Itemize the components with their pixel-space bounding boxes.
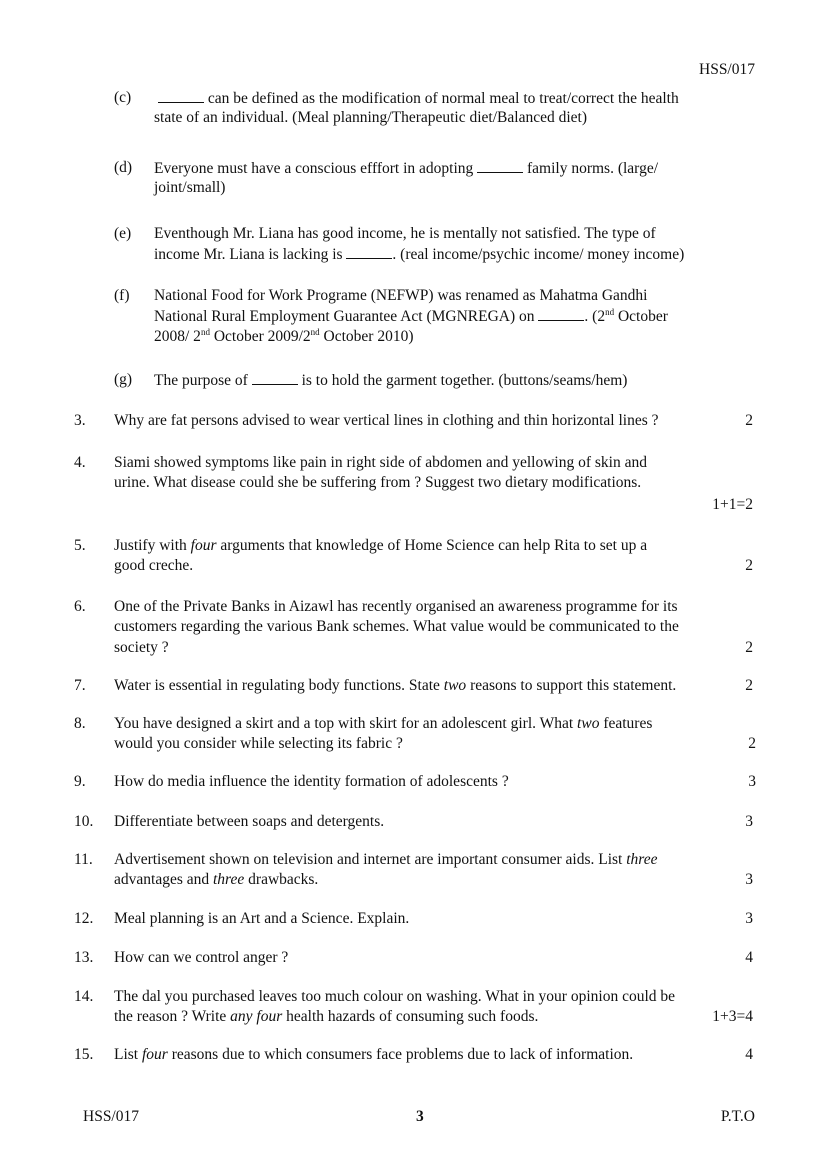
question-number: 10. [74, 813, 94, 830]
question-number: 8. [74, 715, 86, 732]
question-text-line [114, 850, 658, 870]
question-text-line [114, 597, 678, 617]
text-run: Differentiate between soaps and detergents. [114, 813, 385, 830]
sub-question-text-line [154, 327, 414, 347]
question-text-line [114, 948, 288, 968]
emphasis-word: two [443, 677, 467, 694]
emphasis-word: two [577, 715, 600, 732]
question-number: 6. [74, 598, 86, 615]
header-code: HSS/017 [699, 61, 755, 78]
text-run: National Rural Employment Guarantee Act (MGNREGA) on [154, 308, 539, 326]
text-run: joint/small) [154, 179, 226, 197]
emphasis-word: three [626, 851, 658, 868]
text-run: October 2009/2 [209, 327, 311, 345]
text-run: October [614, 308, 668, 326]
question-marks: 1+3=4 [712, 1008, 753, 1026]
text-run: customers regarding the various Bank schemes. What value would be communicated to the [114, 618, 679, 636]
text-run: How do media influence the identity formation of adolescents ? [114, 773, 509, 790]
ordinal-superscript: nd [310, 326, 320, 337]
sub-question-text-line [158, 88, 679, 109]
question-marks: 2 [745, 412, 753, 429]
sub-question-text-line [154, 108, 587, 128]
question-text-line [114, 1007, 538, 1027]
sub-question-label: (d) [114, 159, 133, 176]
text-run: is to hold the garment together. (buttons/seams/hem) [297, 372, 628, 389]
question-marks: 3 [748, 773, 756, 790]
text-run: drawbacks. [244, 871, 319, 889]
fill-in-blank [158, 88, 204, 103]
question-text-line [114, 812, 384, 832]
question-marks: 4 [745, 1046, 753, 1063]
question-text-line [114, 734, 403, 754]
text-run: Eventhough Mr. Liana has good income, he is mentally not satisfied. The type of [154, 225, 656, 242]
text-run: The purpose of [154, 372, 252, 389]
question-text-line [114, 909, 409, 929]
fill-in-blank [252, 370, 298, 385]
fill-in-blank [538, 306, 584, 321]
ordinal-superscript: nd [200, 326, 210, 337]
question-number: 5. [74, 537, 86, 554]
question-number: 15. [74, 1046, 94, 1063]
text-run: income Mr. Liana is lacking is [154, 246, 347, 264]
sub-question-text-line [154, 224, 656, 244]
question-marks: 4 [745, 949, 753, 966]
question-text-line [114, 772, 509, 792]
text-run: reasons to support this statement. [466, 677, 677, 694]
fill-in-blank [477, 158, 523, 173]
question-text-line [114, 870, 318, 890]
text-run: state of an individual. (Meal planning/Therapeutic diet/Balanced diet) [154, 109, 587, 127]
text-run: Meal planning is an Art and a Science. Explain. [114, 910, 410, 927]
question-number: 4. [74, 454, 86, 471]
sub-question-label: (e) [114, 225, 132, 242]
question-number: 14. [74, 988, 94, 1005]
text-run: . (2 [584, 308, 606, 326]
footer-pto: P.T.O [720, 1108, 755, 1125]
emphasis-word: three [213, 871, 245, 889]
question-number: 12. [74, 910, 94, 927]
text-run: You have designed a skirt and a top with skirt for an adolescent girl. What [114, 715, 578, 732]
text-run: Why are fat persons advised to wear vertical lines in clothing and thin horizontal lines ? [114, 412, 659, 429]
text-run: family norms. (large/ [523, 160, 659, 177]
sub-question-text-line [154, 286, 648, 306]
question-marks: 2 [745, 557, 753, 575]
sub-question-label: (g) [114, 371, 133, 388]
text-run: Everyone must have a conscious efffort in adopting [154, 160, 478, 177]
question-marks: 2 [745, 677, 753, 694]
emphasis-word: four [190, 537, 217, 554]
text-run: National Food for Work Programe (NEFWP) was renamed as Mahatma Gandhi [154, 287, 648, 304]
text-run: . (real income/psychic income/ money income) [392, 246, 685, 264]
text-run: Siami showed symptoms like pain in right side of abdomen and yellowing of skin and [114, 454, 647, 471]
question-text-line [114, 453, 647, 473]
sub-question-label: (c) [114, 89, 132, 106]
question-text-line [114, 638, 169, 658]
fill-in-blank [346, 244, 392, 259]
question-number: 3. [74, 412, 86, 429]
emphasis-word: four [142, 1046, 168, 1063]
sub-question-text-line [154, 370, 627, 391]
question-number: 9. [74, 773, 86, 790]
question-marks: 1+1=2 [712, 495, 753, 513]
question-text-line [114, 556, 193, 576]
text-run: health hazards of consuming such foods. [282, 1008, 539, 1026]
text-run: List [114, 1046, 142, 1063]
emphasis-word: any four [230, 1008, 283, 1026]
question-text-line [114, 676, 676, 696]
question-text-line [114, 1045, 633, 1065]
text-run: The dal you purchased leaves too much colour on washing. What in your opinion could be [114, 988, 676, 1005]
ordinal-superscript: nd [605, 307, 615, 318]
text-run: good creche. [114, 557, 194, 575]
text-run: arguments that knowledge of Home Science can help Rita to set up a [216, 537, 648, 554]
sub-question-label: (f) [114, 287, 130, 304]
question-text-line [114, 617, 679, 637]
question-text-line [114, 411, 658, 431]
sub-question-text-line [154, 158, 658, 179]
question-text-line [114, 473, 641, 493]
question-marks: 2 [745, 638, 753, 656]
sub-question-text-line [154, 244, 684, 265]
text-run: society ? [114, 638, 169, 656]
text-run: Justify with [114, 537, 191, 554]
question-marks: 3 [745, 910, 753, 927]
question-marks: 2 [748, 735, 756, 753]
text-run: Advertisement shown on television and internet are important consumer aids. List [114, 851, 627, 868]
question-number: 11. [74, 851, 93, 868]
text-run: urine. What disease could she be suffering from ? Suggest two dietary modifications. [114, 474, 642, 492]
text-run: features [599, 715, 653, 732]
text-run: How can we control anger ? [114, 949, 289, 966]
question-text-line [114, 536, 647, 556]
question-text-line [114, 714, 652, 734]
question-number: 13. [74, 949, 94, 966]
text-run: can be defined as the modification of normal meal to treat/correct the health [204, 90, 679, 107]
text-run: 2008/ 2 [154, 327, 201, 345]
text-run: would you consider while selecting its fabric ? [114, 735, 403, 753]
question-text-line [114, 987, 675, 1007]
text-run: October 2010) [319, 327, 414, 345]
question-marks: 3 [745, 871, 753, 889]
footer-left-code: HSS/017 [83, 1108, 139, 1125]
question-number: 7. [74, 677, 86, 694]
text-run: the reason ? Write [114, 1008, 231, 1026]
text-run: Water is essential in regulating body functions. State [114, 677, 444, 694]
footer-page-number: 3 [416, 1108, 424, 1125]
text-run: reasons due to which consumers face problems due to lack of information. [167, 1046, 634, 1063]
question-marks: 3 [745, 813, 753, 830]
sub-question-text-line [154, 178, 225, 198]
text-run: advantages and [114, 871, 213, 889]
sub-question-text-line [154, 306, 668, 327]
text-run: One of the Private Banks in Aizawl has recently organised an awareness programme for its [114, 598, 678, 615]
